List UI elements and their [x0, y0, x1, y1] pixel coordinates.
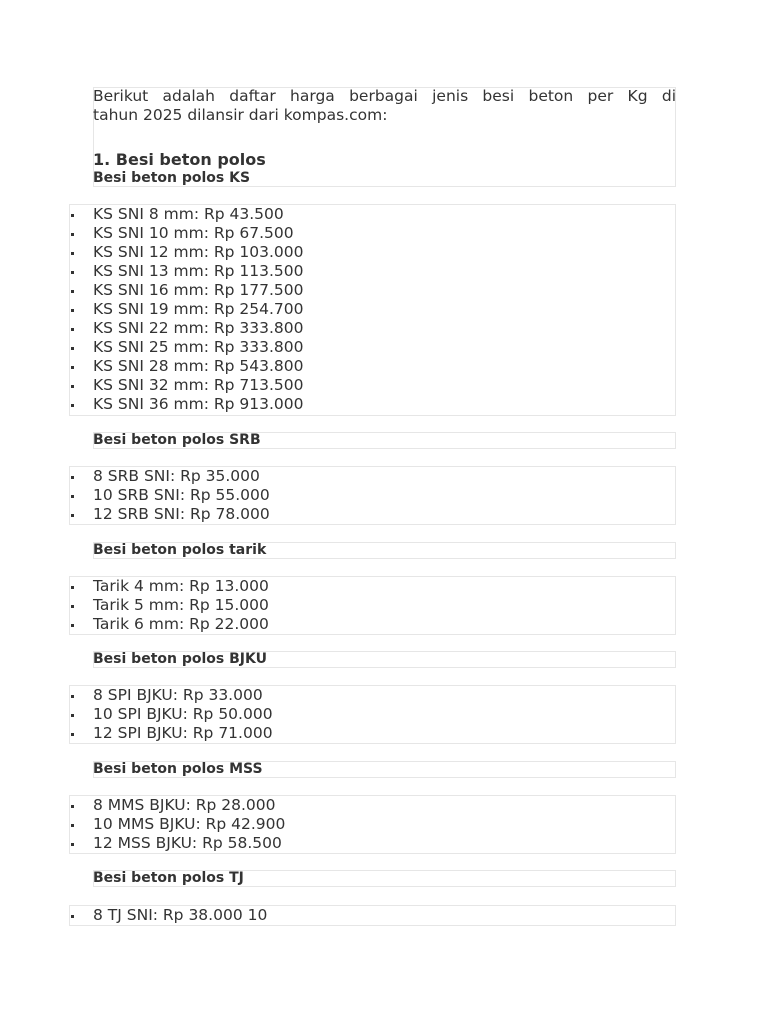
intro-line-2: tahun 2025 dilansir dari kompas.com:: [93, 106, 388, 124]
list-item-text: KS SNI 19 mm: Rp 254.700: [93, 299, 304, 318]
list-item: [69, 486, 676, 505]
list-item-text: 10 SPI BJKU: Rp 50.000: [93, 704, 273, 723]
bullet-icon: [71, 824, 74, 827]
price-list: [69, 796, 676, 853]
bullet-icon: [71, 476, 74, 479]
list-item-text: KS SNI 16 mm: Rp 177.500: [93, 280, 304, 299]
list-item-text: Tarik 6 mm: Rp 22.000: [93, 614, 269, 633]
bullet-icon: [71, 714, 74, 717]
list-item-text: 10 MMS BJKU: Rp 42.900: [93, 814, 286, 833]
list-item: [69, 319, 676, 338]
price-list: [69, 467, 676, 524]
bullet-icon: [71, 624, 74, 627]
list-item-text: KS SNI 36 mm: Rp 913.000: [93, 395, 304, 414]
intro-line-1: Berikut adalah daftar harga berbagai jenis besi beton per Kg di: [93, 87, 676, 105]
group-heading: Besi beton polos KS: [93, 170, 251, 186]
price-list: [69, 205, 676, 415]
bullet-icon: [71, 309, 74, 312]
list-item-text: Tarik 5 mm: Rp 15.000: [93, 595, 269, 614]
price-list: [69, 686, 676, 743]
bullet-icon: [71, 328, 74, 331]
bullet-icon: [71, 404, 74, 407]
list-item-text: KS SNI 8 mm: Rp 43.500: [93, 204, 284, 223]
bullet-icon: [71, 733, 74, 736]
list-item: [69, 467, 676, 486]
group-heading: Besi beton polos MSS: [93, 761, 263, 777]
list-item-text: 12 SRB SNI: Rp 78.000: [93, 504, 270, 523]
bullet-icon: [71, 271, 74, 274]
list-item: [69, 796, 676, 815]
bullet-icon: [71, 805, 74, 808]
list-item: [69, 505, 676, 524]
list-item-text: KS SNI 12 mm: Rp 103.000: [93, 242, 304, 261]
list-item: [69, 205, 676, 224]
list-item: [69, 357, 676, 376]
bullet-icon: [71, 233, 74, 236]
price-list: [69, 906, 676, 925]
list-item-text: KS SNI 13 mm: Rp 113.500: [93, 261, 304, 280]
list-item: [69, 224, 676, 243]
group-heading: Besi beton polos BJKU: [93, 651, 267, 667]
list-item: [69, 815, 676, 834]
bullet-icon: [71, 495, 74, 498]
bullet-icon: [71, 385, 74, 388]
list-item: [69, 262, 676, 281]
group-heading: Besi beton polos SRB: [93, 432, 261, 448]
list-item-text: KS SNI 28 mm: Rp 543.800: [93, 357, 304, 376]
list-item: [69, 705, 676, 724]
list-item: [69, 906, 676, 925]
bullet-icon: [71, 290, 74, 293]
list-item-text: 8 SPI BJKU: Rp 33.000: [93, 685, 263, 704]
list-item-text: KS SNI 10 mm: Rp 67.500: [93, 223, 294, 242]
list-item-text: 10 SRB SNI: Rp 55.000: [93, 485, 270, 504]
list-item: [69, 686, 676, 705]
list-item-text: 8 SRB SNI: Rp 35.000: [93, 466, 260, 485]
list-item: [69, 376, 676, 395]
list-item-text: 8 MMS BJKU: Rp 28.000: [93, 795, 276, 814]
intro-paragraph: [93, 87, 676, 125]
bullet-icon: [71, 214, 74, 217]
bullet-icon: [71, 695, 74, 698]
bullet-icon: [71, 843, 74, 846]
list-item: [69, 834, 676, 853]
list-item: [69, 281, 676, 300]
list-item: [69, 596, 676, 615]
list-item: [69, 395, 676, 414]
bullet-icon: [71, 366, 74, 369]
list-item-text: 12 SPI BJKU: Rp 71.000: [93, 723, 273, 742]
list-item: [69, 724, 676, 743]
list-item-text: KS SNI 25 mm: Rp 333.800: [93, 338, 304, 357]
list-item: [69, 615, 676, 634]
group-heading: Besi beton polos tarik: [93, 542, 267, 558]
group-heading: Besi beton polos TJ: [93, 870, 244, 886]
list-item: [69, 300, 676, 319]
list-item: [69, 577, 676, 596]
bullet-icon: [71, 586, 74, 589]
bullet-icon: [71, 514, 74, 517]
bullet-icon: [71, 915, 74, 918]
bullet-icon: [71, 252, 74, 255]
section-title: 1. Besi beton polos: [93, 150, 266, 169]
price-list: [69, 577, 676, 634]
list-item-text: Tarik 4 mm: Rp 13.000: [93, 576, 269, 595]
bullet-icon: [71, 605, 74, 608]
list-item-text: KS SNI 22 mm: Rp 333.800: [93, 319, 304, 338]
list-item: [69, 338, 676, 357]
list-item-text: 12 MSS BJKU: Rp 58.500: [93, 833, 282, 852]
bullet-icon: [71, 347, 74, 350]
list-item-text: 8 TJ SNI: Rp 38.000 10: [93, 905, 268, 924]
list-item-text: KS SNI 32 mm: Rp 713.500: [93, 376, 304, 395]
list-item: [69, 243, 676, 262]
